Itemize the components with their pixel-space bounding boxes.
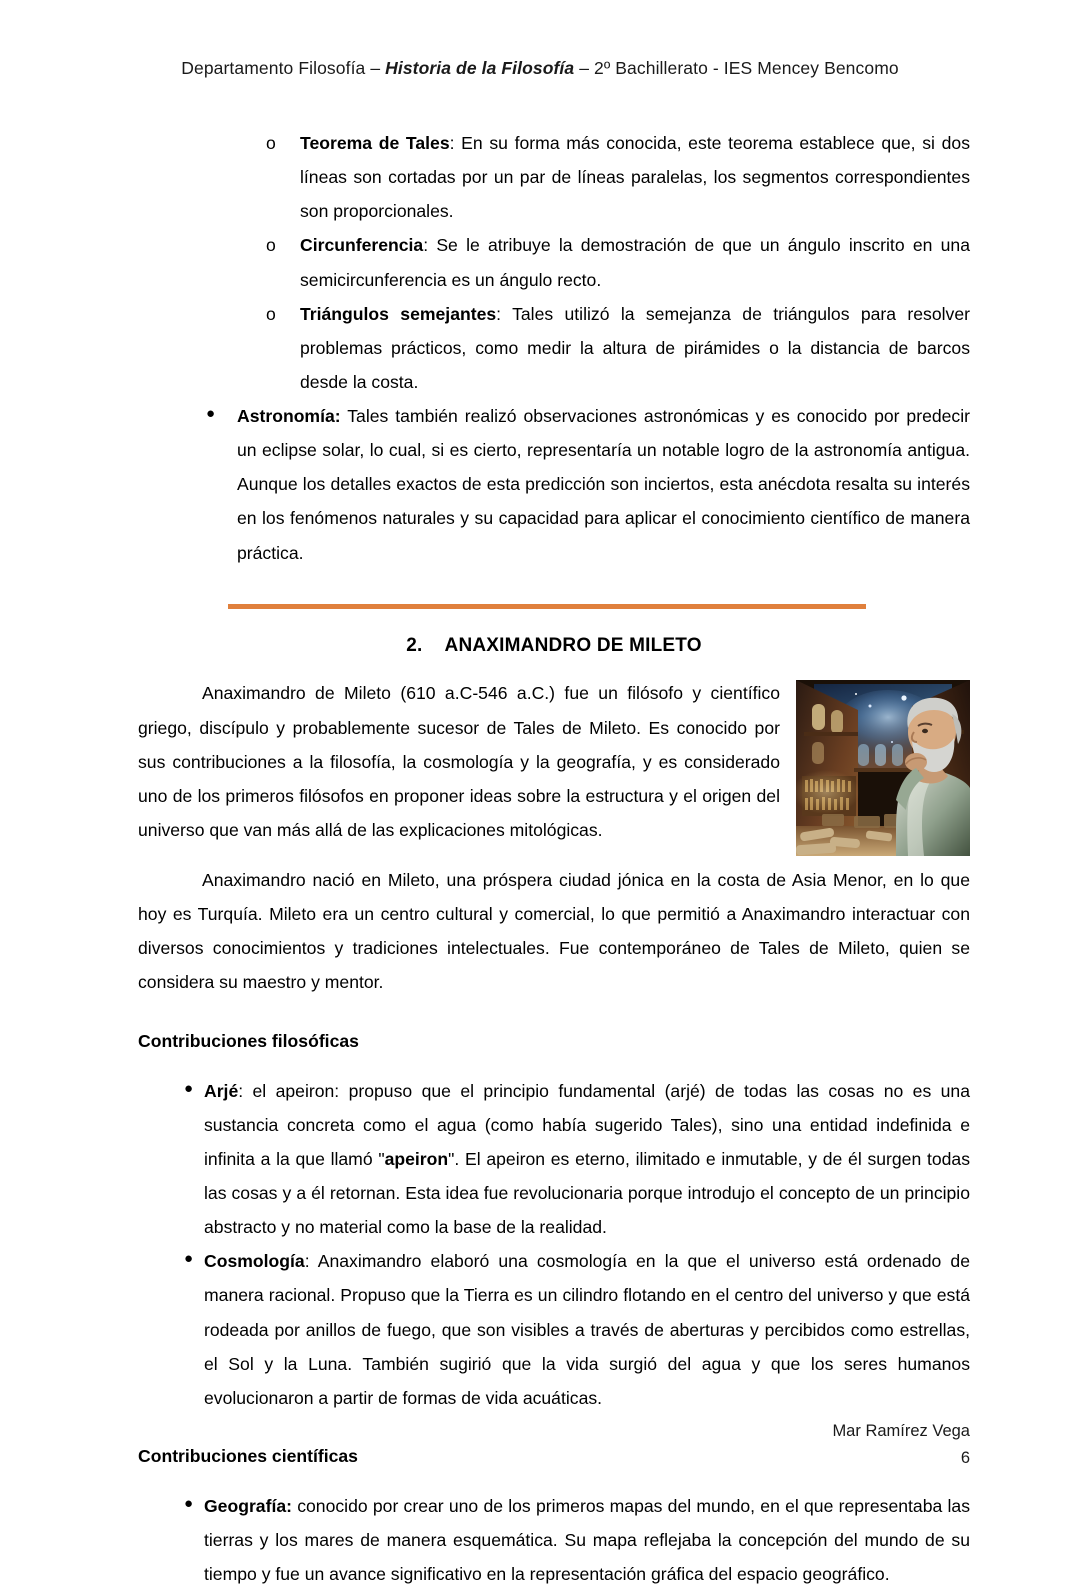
list-item-text bbox=[237, 399, 970, 570]
list-item-text bbox=[204, 1074, 970, 1245]
section-divider-wrap bbox=[138, 590, 970, 628]
list-marker-circle: o bbox=[266, 303, 276, 324]
list-item-term: Geografía: bbox=[204, 1496, 292, 1517]
document-body bbox=[138, 126, 970, 1591]
paragraph-anaximandro-mileto: Anaximandro nació en Mileto, una próspera ciudad jónica en la costa de Asia Menor, en lo que hoy es Turquía. Mileto era un centro cultural y comercial, lo que permitió a Anaximandro interactuar con diversos conocimientos y tradiciones intelectuales. Fue contemporáneo de Tales de Mileto, quien se considera su maestro y mentor. bbox=[138, 870, 970, 993]
list-marker-circle: o bbox=[266, 133, 276, 153]
list-item-body: : En su forma más conocida, este teorema establece que, si dos líneas son cortadas por un par de líneas paralelas, los segmentos correspondientes son proporcionales. bbox=[300, 133, 970, 222]
section-heading bbox=[138, 628, 970, 665]
orange-divider bbox=[228, 604, 866, 609]
section-number: 2. bbox=[406, 634, 423, 656]
list-marker-bullet: ● bbox=[184, 1495, 194, 1513]
list-item bbox=[138, 126, 970, 228]
list-item-term: Circunferencia bbox=[300, 235, 424, 256]
list-item bbox=[138, 1074, 970, 1245]
footer-author: Mar Ramírez Vega bbox=[832, 1422, 970, 1440]
astronomia-list bbox=[138, 399, 970, 570]
header-before: Departamento Filosofía – bbox=[181, 58, 386, 78]
list-item-term: Arjé bbox=[204, 1080, 239, 1101]
list-item bbox=[138, 228, 970, 296]
footer-page-number: 6 bbox=[960, 1448, 970, 1467]
list-item-body-1: : Anaximandro elaboró una cosmología en la que el universo está ordenado de manera racional. Propuso que la Tierra es un cilindro flotando en el centro del universo y que está rodeada por anillos de fuego, que son visibles a través de aberturas y percibidos como estrellas, el Sol y la Luna. También sugirió que la vida surgió del agua y que los seres humanos evolucionaron a partir de formas de vida acuáticas. bbox=[204, 1251, 970, 1408]
paragraph-anaximandro-intro: Anaximandro de Mileto (610 a.C-546 a.C.) fue un filósofo y científico griego, discípulo y probablemente sucesor de Tales de Mileto. Es conocido por sus contribuciones a la filosofía, la cosmología y la geografía, y es considerado uno de los primeros filósofos en proponer ideas sobre la estructura y el origen del universo que van más allá de las explicaciones mitológicas. bbox=[138, 683, 780, 840]
list-item-body: : Se le atribuye la demostración de que un ángulo inscrito en una semicircunferencia es un ángulo recto. bbox=[300, 235, 970, 290]
subheading-contribuciones-filosoficas: Contribuciones filosóficas bbox=[138, 1030, 359, 1051]
list-item-text bbox=[300, 228, 970, 296]
header-after: – 2º Bachillerato - IES Mencey Bencomo bbox=[574, 58, 899, 78]
list-item-text bbox=[300, 126, 970, 228]
philosopher-library-illustration bbox=[796, 680, 970, 856]
list-item-term: Astronomía: bbox=[237, 406, 341, 426]
list-item-body-2: ". El apeiron es eterno, ilimitado e inmutable, y de él surgen todas las cosas y a él retornan. Esta idea fue revolucionaria porque introdujo el concepto de un principio abstracto y no material como la base de la realidad. bbox=[204, 1148, 971, 1238]
list-marker-bullet: ● bbox=[184, 1250, 194, 1268]
list-item-text bbox=[204, 1244, 970, 1415]
list-marker-bullet: ● bbox=[206, 405, 216, 422]
tales-sublist bbox=[138, 126, 970, 399]
list-marker-bullet: ● bbox=[184, 1079, 194, 1097]
list-item-text bbox=[204, 1489, 970, 1591]
list-item bbox=[138, 1244, 970, 1415]
list-item-body-1: conocido por crear uno de los primeros mapas del mundo, en el que representaba las tierras y los mares de manera esquemática. Su mapa reflejaba la concepción del mundo de su tiempo y fue un avance significativo en la representación gráfica del espacio geográfico. bbox=[204, 1496, 970, 1585]
cientificas-list bbox=[138, 1489, 970, 1591]
list-item-bold-inline: apeiron bbox=[384, 1148, 449, 1169]
document-footer bbox=[138, 1418, 970, 1471]
list-item-term: Cosmología bbox=[204, 1251, 305, 1272]
list-item-body-1: : el apeiron: propuso que el principio fundamental (arjé) de todas las cosas no es una sustancia concreta como el agua (como había sugerido Tales), sino una entidad indefinida e infinita a la que llamó " bbox=[204, 1080, 970, 1169]
header-emphasis: Historia de la Filosofía bbox=[385, 58, 575, 78]
list-item-term: Triángulos semejantes bbox=[300, 303, 497, 324]
subheading-contribuciones-cientificas: Contribuciones científicas bbox=[138, 1445, 358, 1466]
list-item bbox=[138, 297, 970, 399]
list-marker-circle: o bbox=[266, 235, 276, 256]
document-header bbox=[0, 58, 1080, 79]
section-title-text: ANAXIMANDRO DE MILETO bbox=[444, 634, 702, 656]
list-item bbox=[138, 399, 970, 570]
list-item-body: Tales también realizó observaciones astronómicas y es conocido por predecir un eclipse solar, lo cual, si es cierto, representaría un notable logro de la astronomía antigua. Aunque los detalles exactos de esta predicción son inciertos, esta anécdota resalta su interés en los fenómenos naturales y su capacidad para aplicar el conocimiento científico de manera práctica. bbox=[237, 406, 970, 563]
illustration-artwork bbox=[796, 680, 970, 856]
list-item-term: Teorema de Tales bbox=[300, 133, 450, 153]
list-item bbox=[138, 1489, 970, 1591]
list-item-text bbox=[300, 297, 970, 399]
filosoficas-list bbox=[138, 1074, 970, 1415]
list-item-body: : Tales utilizó la semejanza de triángulos para resolver problemas prácticos, como medir la altura de pirámides o la distancia de barcos desde la costa. bbox=[300, 303, 970, 392]
